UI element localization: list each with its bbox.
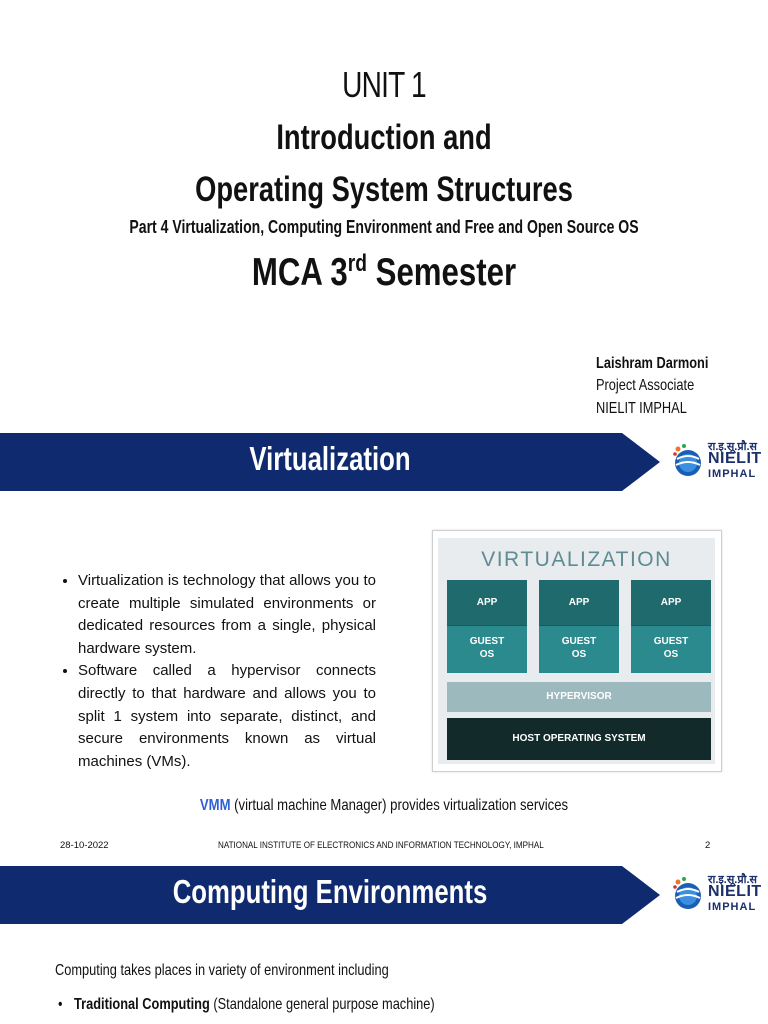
bullet-traditional-computing bbox=[58, 996, 435, 1014]
bullet-dot: • bbox=[58, 996, 63, 1013]
app-block: APP bbox=[539, 580, 619, 625]
unit-heading: UNIT 1 bbox=[342, 64, 426, 105]
computing-intro: Computing takes places in variety of environment including bbox=[55, 962, 389, 979]
banner-virtualization bbox=[0, 433, 660, 491]
footer-date: 28-10-2022 bbox=[60, 840, 109, 851]
guest-os-line2: OS bbox=[571, 649, 587, 660]
title-line-1: Introduction and bbox=[276, 118, 492, 157]
banner-title: Computing Environments bbox=[172, 873, 488, 910]
banner-computing-environments bbox=[0, 866, 660, 924]
semester-prefix: MCA 3 bbox=[251, 251, 348, 294]
virtualization-bullets bbox=[58, 570, 376, 773]
logo-city: IMPHAL bbox=[708, 468, 757, 480]
bullet-item: • Software called a hypervisor connects directly to that hardware and allows you to split 1 system into separate, distinct, and secure environments known as virtual machines (VMs). bbox=[78, 660, 376, 773]
semester-sup: rd bbox=[347, 250, 367, 277]
subtitle: Part 4 Virtualization, Computing Environment and Free and Open Source OS bbox=[129, 217, 639, 237]
bullet-item: • Virtualization is technology that allows you to create multiple simulated environments or dedicated resources from a single, physical hardware system. bbox=[78, 570, 376, 660]
nielit-logo bbox=[672, 870, 764, 920]
footer-org: NATIONAL INSTITUTE OF ELECTRONICS AND INFORMATION TECHNOLOGY, IMPHAL bbox=[218, 840, 544, 851]
vm-column bbox=[539, 580, 619, 673]
title-line-2: Operating System Structures bbox=[195, 170, 573, 209]
semester-suffix: Semester bbox=[366, 251, 517, 294]
logo-hindi: रा.इ.सू.प्रौ.स bbox=[708, 874, 757, 886]
logo-hindi: रा.इ.सू.प्रौ.स bbox=[708, 441, 757, 453]
vmm-description: (virtual machine Manager) provides virtualization services bbox=[230, 797, 569, 814]
bullet-rest: (Standalone general purpose machine) bbox=[209, 996, 435, 1013]
semester-heading bbox=[77, 250, 691, 295]
guest-os-block bbox=[539, 625, 619, 673]
footer-page-number: 2 bbox=[705, 840, 711, 851]
logo-name: NIELIT bbox=[708, 450, 762, 467]
virtualization-diagram bbox=[432, 530, 722, 772]
guest-os-line2: OS bbox=[663, 649, 679, 660]
vm-column bbox=[631, 580, 711, 673]
diagram-title: VIRTUALIZATION bbox=[481, 548, 672, 571]
author-org: NIELIT IMPHAL bbox=[596, 400, 687, 417]
guest-os-line1: GUEST bbox=[653, 636, 689, 647]
diagram-panel bbox=[438, 538, 715, 764]
globe-icon bbox=[672, 876, 704, 912]
app-block: APP bbox=[447, 580, 527, 625]
app-block: APP bbox=[631, 580, 711, 625]
nielit-logo bbox=[672, 437, 764, 487]
vm-column bbox=[447, 580, 527, 673]
guest-os-block bbox=[631, 625, 711, 673]
guest-os-block bbox=[447, 625, 527, 673]
bullet-bold: Traditional Computing bbox=[74, 996, 210, 1013]
guest-os-line2: OS bbox=[479, 649, 495, 660]
globe-icon bbox=[672, 443, 704, 479]
banner-title: Virtualization bbox=[249, 440, 411, 477]
vmm-note bbox=[69, 797, 699, 815]
author-name: Laishram Darmoni bbox=[596, 355, 709, 372]
guest-os-line1: GUEST bbox=[561, 636, 597, 647]
logo-city: IMPHAL bbox=[708, 901, 757, 913]
author-role: Project Associate bbox=[596, 377, 695, 394]
hypervisor-block: HYPERVISOR bbox=[447, 682, 711, 712]
logo-name: NIELIT bbox=[708, 883, 762, 900]
guest-os-line1: GUEST bbox=[469, 636, 505, 647]
vmm-keyword: VMM bbox=[199, 797, 231, 814]
host-os-block: HOST OPERATING SYSTEM bbox=[447, 718, 711, 760]
